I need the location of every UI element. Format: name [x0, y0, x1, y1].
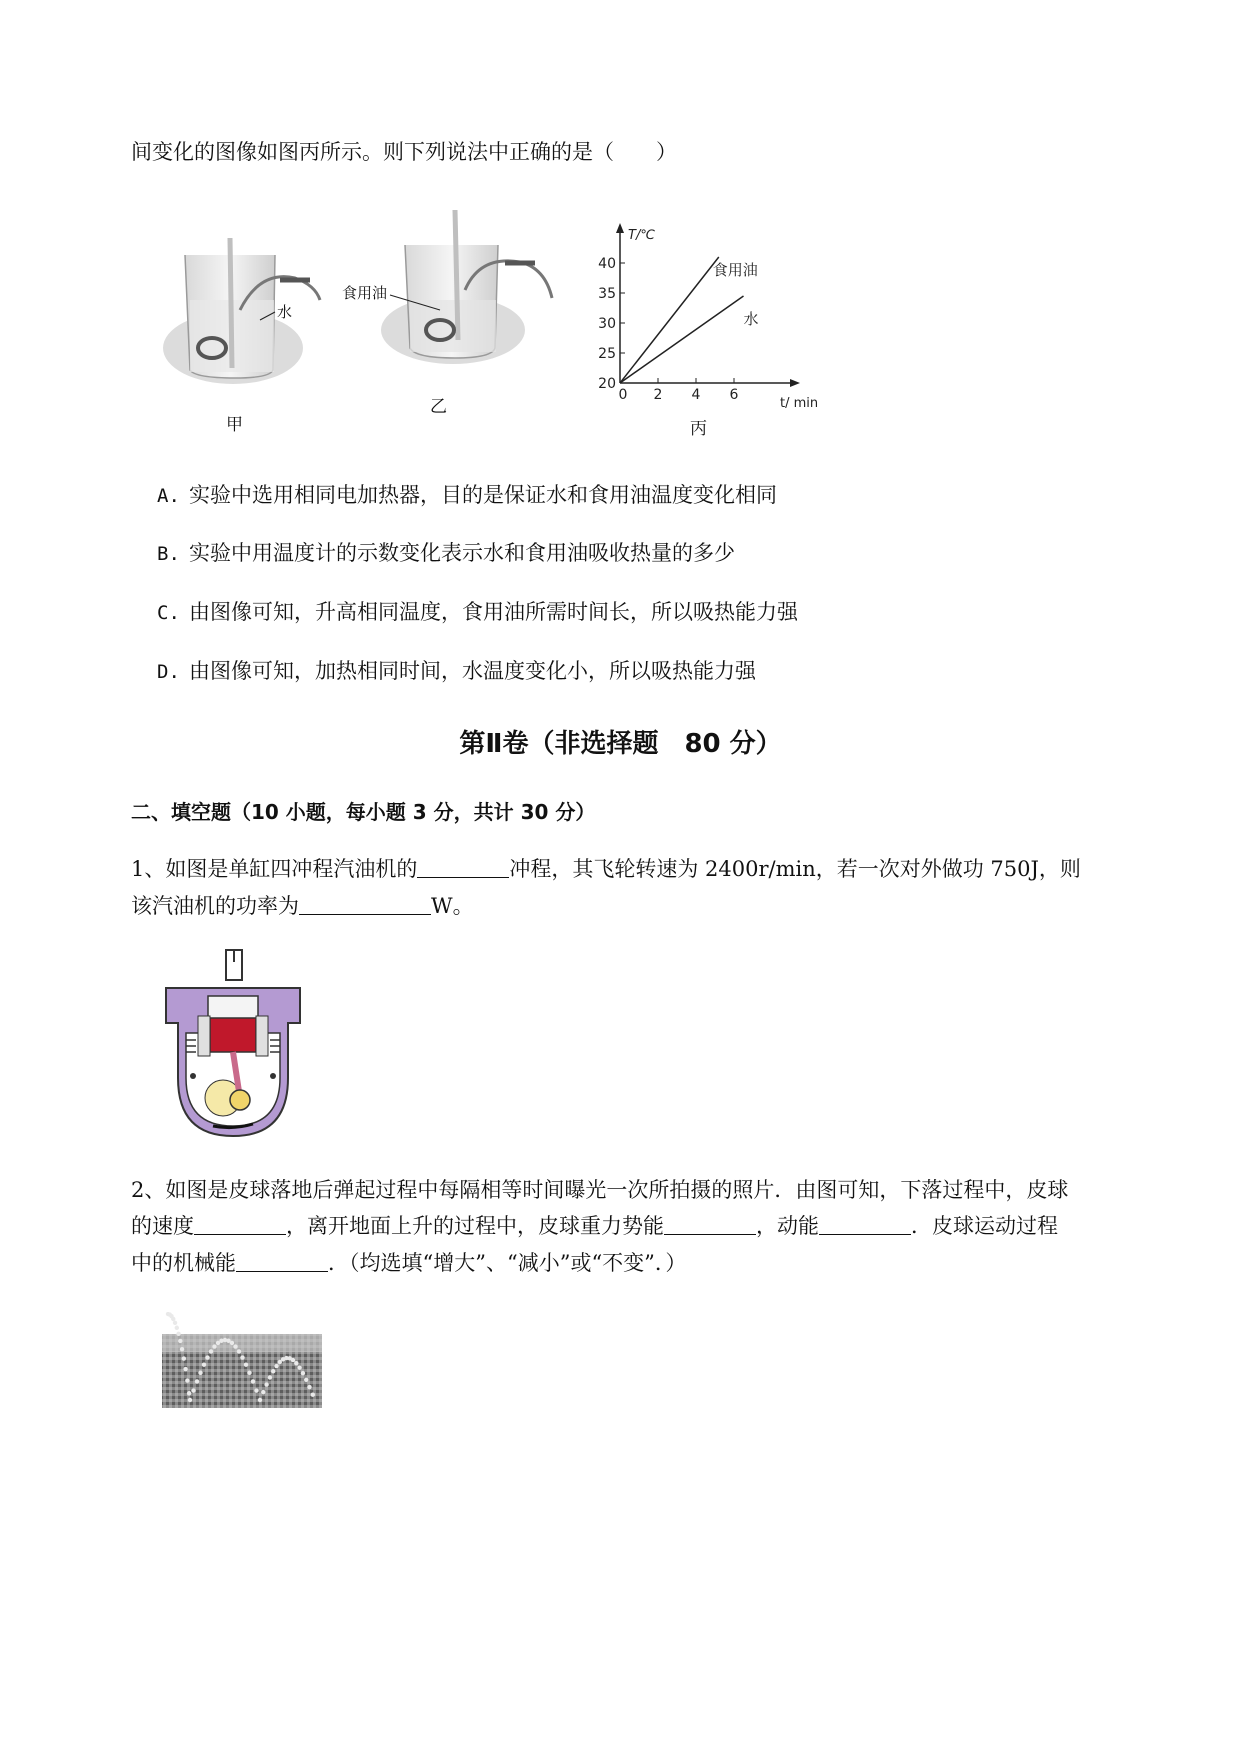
ball-dot: [247, 1371, 251, 1375]
y-tick-label: 30: [598, 316, 616, 332]
x-tick-label: 6: [729, 387, 739, 403]
ball-dot: [264, 1382, 268, 1386]
graph-caption: 丙: [690, 419, 707, 439]
q2-text-b: ，离开地面上升的过程中，皮球重力势能: [286, 1214, 664, 1238]
q2-blank-kinetic[interactable]: [819, 1212, 911, 1235]
option-c[interactable]: [157, 598, 798, 627]
q1-line2: [131, 892, 474, 920]
y-tick-label: 35: [598, 286, 616, 302]
q2-line2: [131, 1212, 1058, 1240]
ball-dot: [297, 1365, 301, 1369]
q2-text-e: 中的机械能: [131, 1251, 236, 1275]
ball-dot: [274, 1364, 278, 1368]
temperature-time-graph: [598, 223, 818, 411]
ball-dot: [195, 1379, 199, 1383]
ball-dot: [230, 1341, 234, 1345]
beaker-yi-label: 食用油: [342, 284, 388, 302]
ball-dot: [233, 1344, 237, 1348]
ball-dot: [240, 1355, 244, 1359]
option-d-label: D.: [157, 661, 180, 683]
beaker-yi-caption: 乙: [430, 397, 447, 417]
x-tick-label: 0: [618, 387, 628, 403]
x-tick-label: 2: [653, 387, 663, 403]
section2-heading: 二、填空题（10 小题，每小题 3 分，共计 30 分）: [131, 800, 596, 824]
ball-dot: [307, 1385, 311, 1389]
ball-bounce-photo: [160, 1312, 325, 1410]
engine-illustration: [158, 948, 308, 1140]
ball-dot: [212, 1344, 216, 1348]
ball-dot: [188, 1398, 192, 1402]
q2-text-c: ，动能: [756, 1214, 819, 1238]
q2-line1: 2、如图是皮球落地后弹起过程中每隔相等时间曝光一次所拍摄的照片．由图可知，下落过程中，皮球: [131, 1178, 1069, 1202]
q2-line3: [131, 1249, 686, 1277]
option-c-text: 由图像可知，升高相同温度，食用油所需时间长，所以吸热能力强: [189, 600, 798, 624]
ball-dot: [198, 1371, 202, 1375]
q1-text-d: W。: [431, 894, 474, 918]
option-d-text: 由图像可知，加热相同时间，水温度变化小，所以吸热能力强: [189, 659, 756, 683]
beaker-jia-illustration: [163, 238, 320, 384]
q2-text-a: 的速度: [131, 1214, 194, 1238]
q1-text-b: 冲程，其飞轮转速为 2400r/min，若一次对外做功 750J，则: [509, 857, 1081, 881]
x-axis-arrow: [790, 379, 800, 387]
ball-dot: [182, 1356, 186, 1360]
ball-dot: [191, 1388, 195, 1392]
q1-text-c: 该汽油机的功率为: [131, 894, 299, 918]
beaker-jia-label: 水: [277, 303, 293, 321]
y-axis-label: T/℃: [628, 228, 655, 243]
ball-dot: [311, 1393, 315, 1397]
option-a-text: 实验中选用相同电加热器，目的是保证水和食用油温度变化相同: [189, 483, 777, 507]
ball-dot: [187, 1391, 191, 1395]
q1-blank-stroke[interactable]: [417, 855, 509, 878]
ball-dot: [209, 1349, 213, 1353]
option-b-text: 实验中用温度计的示数变化表示水和食用油吸收热量的多少: [189, 541, 735, 565]
q2-text-d: ．皮球运动过程: [911, 1214, 1058, 1238]
y-tick-label: 25: [598, 346, 616, 362]
beaker-jia-caption: 甲: [226, 415, 243, 435]
q1-line1: [131, 855, 1081, 883]
ball-dot: [301, 1371, 305, 1375]
ball-dot: [178, 1339, 182, 1343]
option-a[interactable]: [157, 481, 777, 510]
series-line-1: [620, 257, 719, 383]
series-label-2: 水: [743, 310, 759, 328]
q1-text-a: 1、如图是单缸四冲程汽油机的: [131, 857, 418, 881]
option-b[interactable]: [157, 539, 735, 568]
q2-blank-mechanical[interactable]: [236, 1249, 328, 1272]
ball-dot: [173, 1321, 177, 1325]
ball-dot: [171, 1317, 175, 1321]
option-c-label: C.: [157, 602, 180, 624]
option-d[interactable]: [157, 657, 756, 686]
ball-dot: [185, 1378, 189, 1382]
ball-dot: [237, 1349, 241, 1353]
ball-dot: [202, 1363, 206, 1367]
ball-dot: [254, 1388, 258, 1392]
y-tick-label: 20: [598, 376, 616, 392]
ball-dot: [268, 1375, 272, 1379]
question-intro-line: 间变化的图像如图丙所示。则下列说法中正确的是（ ）: [131, 140, 677, 164]
y-axis-arrow: [616, 223, 624, 233]
ball-dot: [291, 1358, 295, 1362]
x-tick-label: 4: [691, 387, 701, 403]
q2-text-f: ．（均选填“增大”、“减小”或“不变”．）: [328, 1251, 687, 1275]
q1-blank-power[interactable]: [299, 892, 431, 915]
series-line-2: [620, 296, 744, 383]
option-b-label: B.: [157, 543, 180, 565]
ball-dot: [244, 1363, 248, 1367]
q2-blank-potential[interactable]: [664, 1212, 756, 1235]
ball-dot: [205, 1355, 209, 1359]
series-label-1: 食用油: [712, 261, 758, 279]
ball-dot: [251, 1379, 255, 1383]
beaker-yi-illustration: [381, 210, 552, 364]
ball-dot: [261, 1390, 265, 1394]
q2-blank-speed[interactable]: [194, 1212, 286, 1235]
ball-dot: [294, 1361, 298, 1365]
ball-dot: [304, 1378, 308, 1382]
ball-dot: [176, 1332, 180, 1336]
ball-dot: [271, 1369, 275, 1373]
ball-dot: [258, 1398, 262, 1402]
part2-title: 第Ⅱ卷（非选择题 80 分）: [459, 729, 782, 759]
ball-dot: [175, 1326, 179, 1330]
y-tick-label: 40: [598, 256, 616, 272]
ball-dot: [180, 1347, 184, 1351]
option-a-label: A.: [157, 485, 180, 507]
ball-dot: [183, 1367, 187, 1371]
figure-beakers-graph: [150, 200, 830, 445]
x-axis-label: t/ min: [780, 396, 819, 411]
